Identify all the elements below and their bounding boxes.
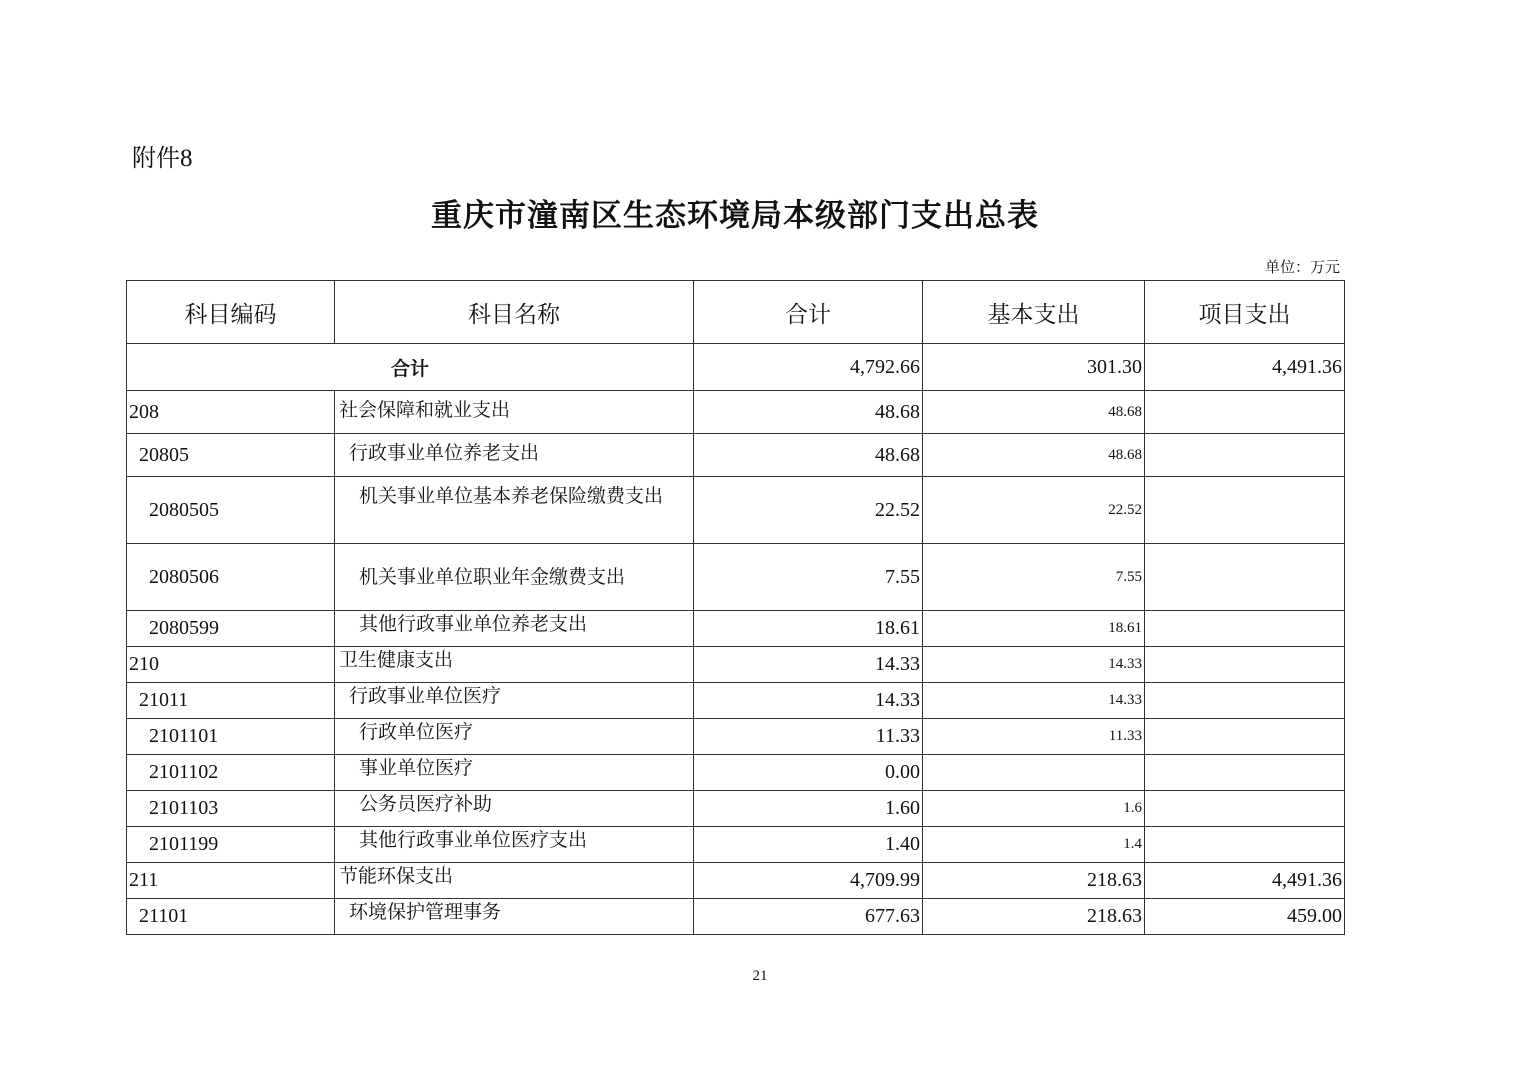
row-total: 14.33 [694, 683, 923, 719]
row-name [335, 544, 694, 611]
row-name [335, 647, 694, 683]
table-row [127, 755, 1345, 791]
total-row [127, 344, 1345, 391]
table-row [127, 791, 1345, 827]
row-name [335, 391, 694, 434]
row-basic: 11.33 [923, 719, 1145, 755]
header-project: 项目支出 [1145, 281, 1345, 344]
total-project: 4,491.36 [1145, 344, 1345, 391]
row-basic: 1.4 [923, 827, 1145, 863]
row-project [1145, 611, 1345, 647]
expenditure-table [126, 280, 1345, 935]
table-row [127, 391, 1345, 434]
row-code: 2101101 [127, 719, 335, 755]
attachment-number: 8 [180, 145, 193, 172]
row-basic: 1.6 [923, 791, 1145, 827]
row-project: 459.00 [1145, 899, 1345, 935]
row-total: 48.68 [694, 434, 923, 477]
row-code: 208 [127, 391, 335, 434]
row-name-text: 行政单位医疗 [359, 721, 474, 743]
row-name-text: 社会保障和就业支出 [339, 399, 511, 421]
header-total: 合计 [694, 281, 923, 344]
table-row [127, 434, 1345, 477]
row-name [335, 611, 694, 647]
row-name-text: 机关事业单位基本养老保险缴费支出 [359, 485, 664, 507]
row-name-text: 其他行政事业单位医疗支出 [359, 829, 588, 851]
row-project [1145, 683, 1345, 719]
row-code: 2080506 [127, 544, 335, 611]
row-project [1145, 477, 1345, 544]
row-name [335, 434, 694, 477]
row-total: 1.60 [694, 791, 923, 827]
row-project [1145, 434, 1345, 477]
row-total: 22.52 [694, 477, 923, 544]
table-row [127, 899, 1345, 935]
row-name-text: 公务员医疗补助 [359, 793, 493, 815]
row-name-text: 事业单位医疗 [359, 757, 474, 779]
row-basic: 7.55 [923, 544, 1145, 611]
attachment-label [132, 138, 193, 173]
total-label: 合计 [127, 344, 694, 391]
table-row [127, 544, 1345, 611]
row-code: 211 [127, 863, 335, 899]
row-code: 2080505 [127, 477, 335, 544]
row-name [335, 719, 694, 755]
row-name-text: 行政事业单位养老支出 [349, 442, 540, 464]
row-code: 210 [127, 647, 335, 683]
row-basic [923, 755, 1145, 791]
row-code: 21011 [127, 683, 335, 719]
row-project [1145, 791, 1345, 827]
unit-label: 单位：万元 [1264, 258, 1340, 276]
row-total: 48.68 [694, 391, 923, 434]
row-name [335, 477, 694, 544]
row-name-text: 节能环保支出 [339, 865, 454, 887]
row-total: 4,709.99 [694, 863, 923, 899]
row-basic: 14.33 [923, 683, 1145, 719]
row-name [335, 791, 694, 827]
row-name [335, 827, 694, 863]
header-basic: 基本支出 [923, 281, 1145, 344]
row-code: 21101 [127, 899, 335, 935]
table-row [127, 611, 1345, 647]
page-title: 重庆市潼南区生态环境局本级部门支出总表 [431, 198, 1039, 234]
total-total: 4,792.66 [694, 344, 923, 391]
page-number: 21 [752, 968, 768, 984]
row-code: 2080599 [127, 611, 335, 647]
row-code: 2101103 [127, 791, 335, 827]
table-row [127, 683, 1345, 719]
table-row [127, 647, 1345, 683]
row-name-text: 行政事业单位医疗 [349, 685, 502, 707]
table-header-row [127, 281, 1345, 344]
row-name-text: 环境保护管理事务 [349, 901, 502, 923]
attachment-text: 附件 [132, 144, 180, 172]
row-total: 18.61 [694, 611, 923, 647]
total-basic: 301.30 [923, 344, 1145, 391]
row-name [335, 899, 694, 935]
row-name [335, 683, 694, 719]
row-total: 11.33 [694, 719, 923, 755]
row-basic: 218.63 [923, 899, 1145, 935]
row-code: 2101199 [127, 827, 335, 863]
row-total: 7.55 [694, 544, 923, 611]
row-project [1145, 391, 1345, 434]
row-total: 0.00 [694, 755, 923, 791]
row-name-text: 机关事业单位职业年金缴费支出 [359, 566, 626, 588]
header-code: 科目编码 [127, 281, 335, 344]
table-row [127, 863, 1345, 899]
row-total: 14.33 [694, 647, 923, 683]
table-row [127, 477, 1345, 544]
table-row [127, 827, 1345, 863]
row-project [1145, 544, 1345, 611]
row-name [335, 755, 694, 791]
row-basic: 14.33 [923, 647, 1145, 683]
row-basic: 48.68 [923, 434, 1145, 477]
row-code: 2101102 [127, 755, 335, 791]
row-total: 677.63 [694, 899, 923, 935]
row-basic: 218.63 [923, 863, 1145, 899]
row-basic: 22.52 [923, 477, 1145, 544]
row-total: 1.40 [694, 827, 923, 863]
row-name-text: 其他行政事业单位养老支出 [359, 613, 588, 635]
row-project [1145, 827, 1345, 863]
row-name [335, 863, 694, 899]
row-project [1145, 755, 1345, 791]
row-project: 4,491.36 [1145, 863, 1345, 899]
table-row [127, 719, 1345, 755]
row-code: 20805 [127, 434, 335, 477]
header-name: 科目名称 [335, 281, 694, 344]
row-name-text: 卫生健康支出 [339, 649, 454, 671]
row-basic: 48.68 [923, 391, 1145, 434]
row-basic: 18.61 [923, 611, 1145, 647]
row-project [1145, 719, 1345, 755]
row-project [1145, 647, 1345, 683]
